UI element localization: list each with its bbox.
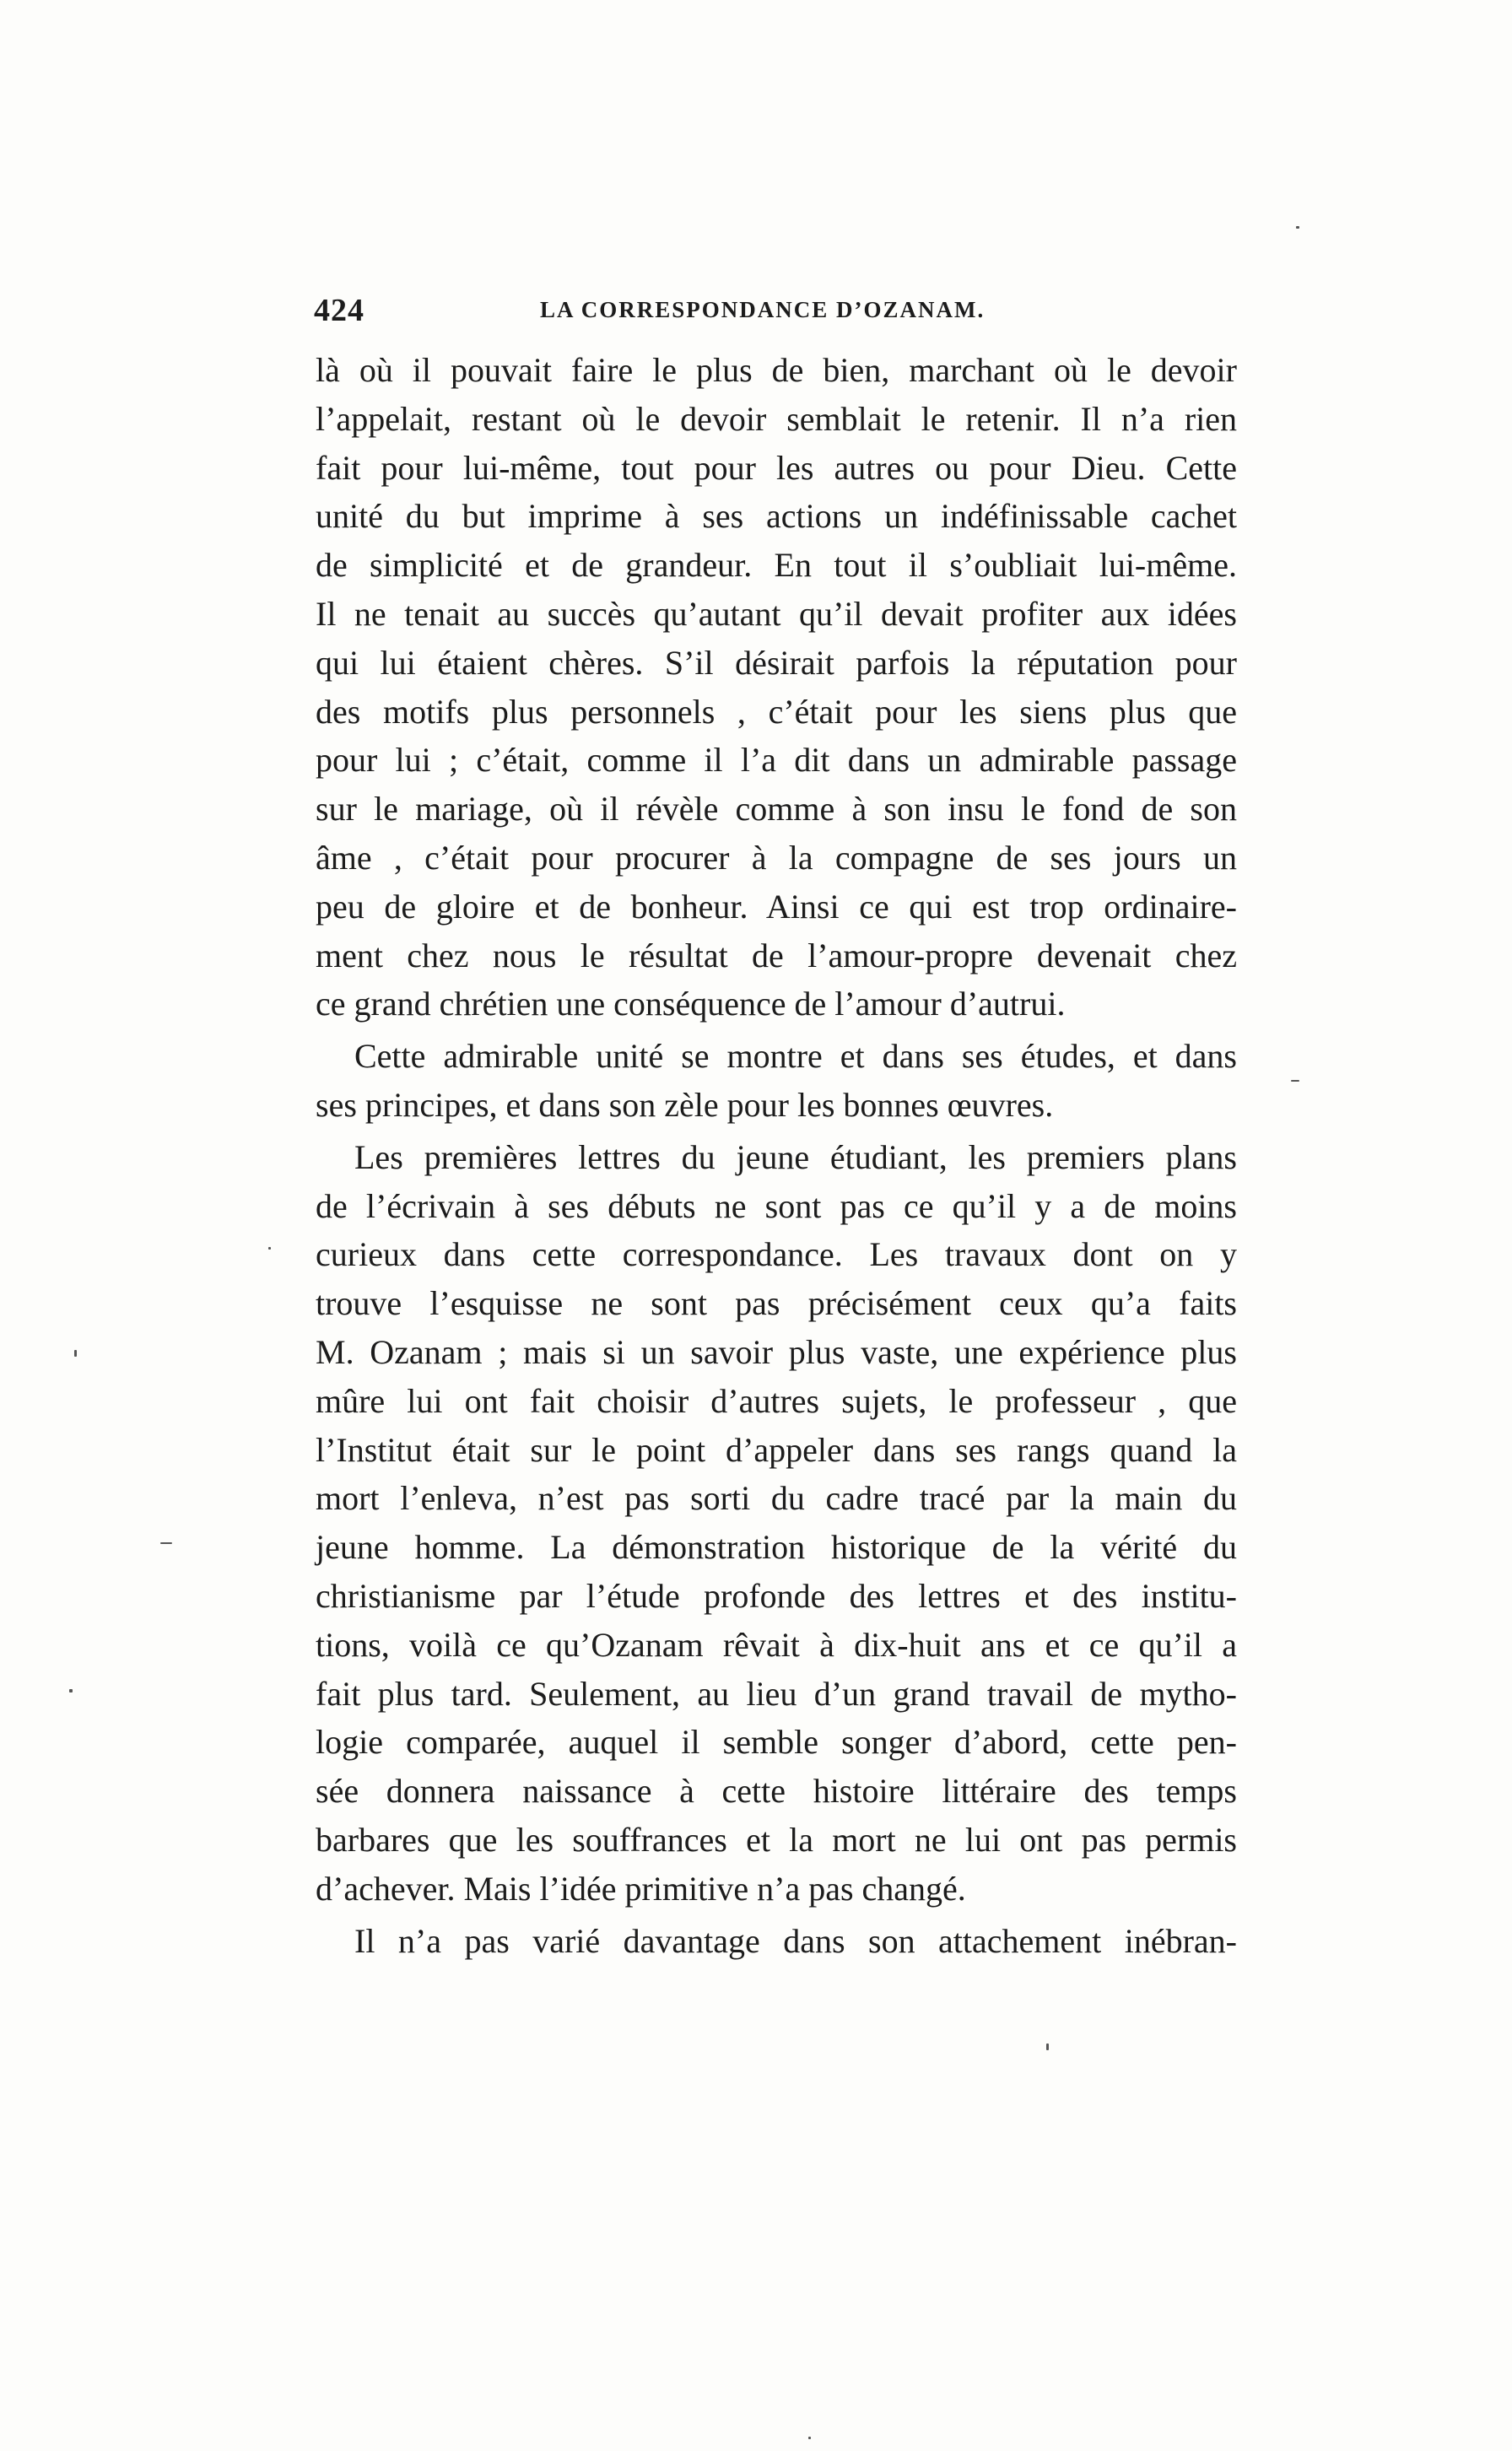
text-line: christianisme par l’étude profonde des lettres et des institu- [316,1576,1237,1615]
text-line: mûre lui ont fait choisir d’autres sujets, le professeur , que [316,1381,1237,1420]
running-head [314,292,1238,334]
page-number: 424 [314,293,364,328]
scan-speck [1296,226,1299,229]
scan-speck [74,1350,77,1357]
scan-speck [1046,2043,1049,2050]
text-line: ce grand chrétien une conséquence de l’amour d’autrui. [316,985,1066,1023]
scan-speck [808,2437,811,2439]
body-text [316,346,1237,1965]
running-title: LA CORRESPONDANCE D’OZANAM. [540,297,986,322]
text-line: qui lui étaient chères. S’il désirait parfois la réputation pour [316,643,1237,682]
text-line: pour lui ; c’était, comme il l’a dit dans un admirable passage [316,741,1237,780]
paragraph-3 [316,1133,1237,1914]
text-line: d’achever. Mais l’idée primitive n’a pas changé. [316,1869,966,1908]
text-line: trouve l’esquisse ne sont pas précisément ceux qu’a faits [316,1284,1237,1323]
text-line: là où il pouvait faire le plus de bien, marchant où le devoir [316,351,1237,389]
text-line: de l’écrivain à ses débuts ne sont pas ce qu’il y a de moins [316,1186,1237,1225]
paragraph-4 [316,1917,1237,1966]
text-line: Cette admirable unité se montre et dans ses études, et dans [354,1037,1237,1076]
text-line: unité du but imprime à ses actions un indéfinissable cachet [316,497,1237,536]
text-line: ses principes, et dans son zèle pour les bonnes œuvres. [316,1085,1054,1124]
text-line: logie comparée, auquel il semble songer d’abord, cette pen- [316,1723,1237,1762]
text-line: curieux dans cette correspondance. Les travaux dont on y [316,1235,1237,1274]
text-line: Il n’a pas varié davantage dans son attachement inébran- [354,1921,1237,1960]
text-line: âme , c’était pour procurer à la compagne de ses jours un [316,838,1237,877]
text-line: l’Institut était sur le point d’appeler dans ses rangs quand la [316,1430,1237,1469]
text-line: fait pour lui-même, tout pour les autres ou pour Dieu. Cette [316,448,1237,487]
text-line: jeune homme. La démonstration historique de la vérité du [316,1528,1237,1567]
scan-speck [69,1689,73,1692]
text-line: l’appelait, restant où le devoir semblait le retenir. Il n’a rien [316,399,1237,438]
text-line: Il ne tenait au succès qu’autant qu’il devait profiter aux idées [316,594,1237,633]
text-line: Les premières lettres du jeune étudiant, les premiers plans [354,1137,1237,1176]
text-line: fait plus tard. Seulement, au lieu d’un grand travail de mytho- [316,1674,1237,1713]
text-line: tions, voilà ce qu’Ozanam rêvait à dix-huit ans et ce qu’il a [316,1625,1237,1664]
text-line: sée donnera naissance à cette histoire littéraire des temps [316,1772,1237,1811]
scan-speck [160,1542,172,1544]
text-line: barbares que les souffrances et la mort ne lui ont pas permis [316,1820,1237,1859]
paragraph-2 [316,1032,1237,1130]
scan-speck [1291,1080,1299,1082]
paragraph-1 [316,346,1237,1028]
text-line: mort l’enleva, n’est pas sorti du cadre tracé par la main du [316,1479,1237,1518]
text-line: de simplicité et de grandeur. En tout il s’oubliait lui-même. [316,546,1237,585]
text-line: peu de gloire et de bonheur. Ainsi ce qui est trop ordinaire- [316,887,1237,926]
scan-speck [268,1247,271,1250]
text-line: M. Ozanam ; mais si un savoir plus vaste, une expérience plus [316,1332,1237,1371]
text-line: des motifs plus personnels , c’était pour les siens plus que [316,692,1237,731]
text-line: ment chez nous le résultat de l’amour-propre devenait chez [316,936,1237,974]
text-line: sur le mariage, où il révèle comme à son insu le fond de son [316,790,1237,829]
